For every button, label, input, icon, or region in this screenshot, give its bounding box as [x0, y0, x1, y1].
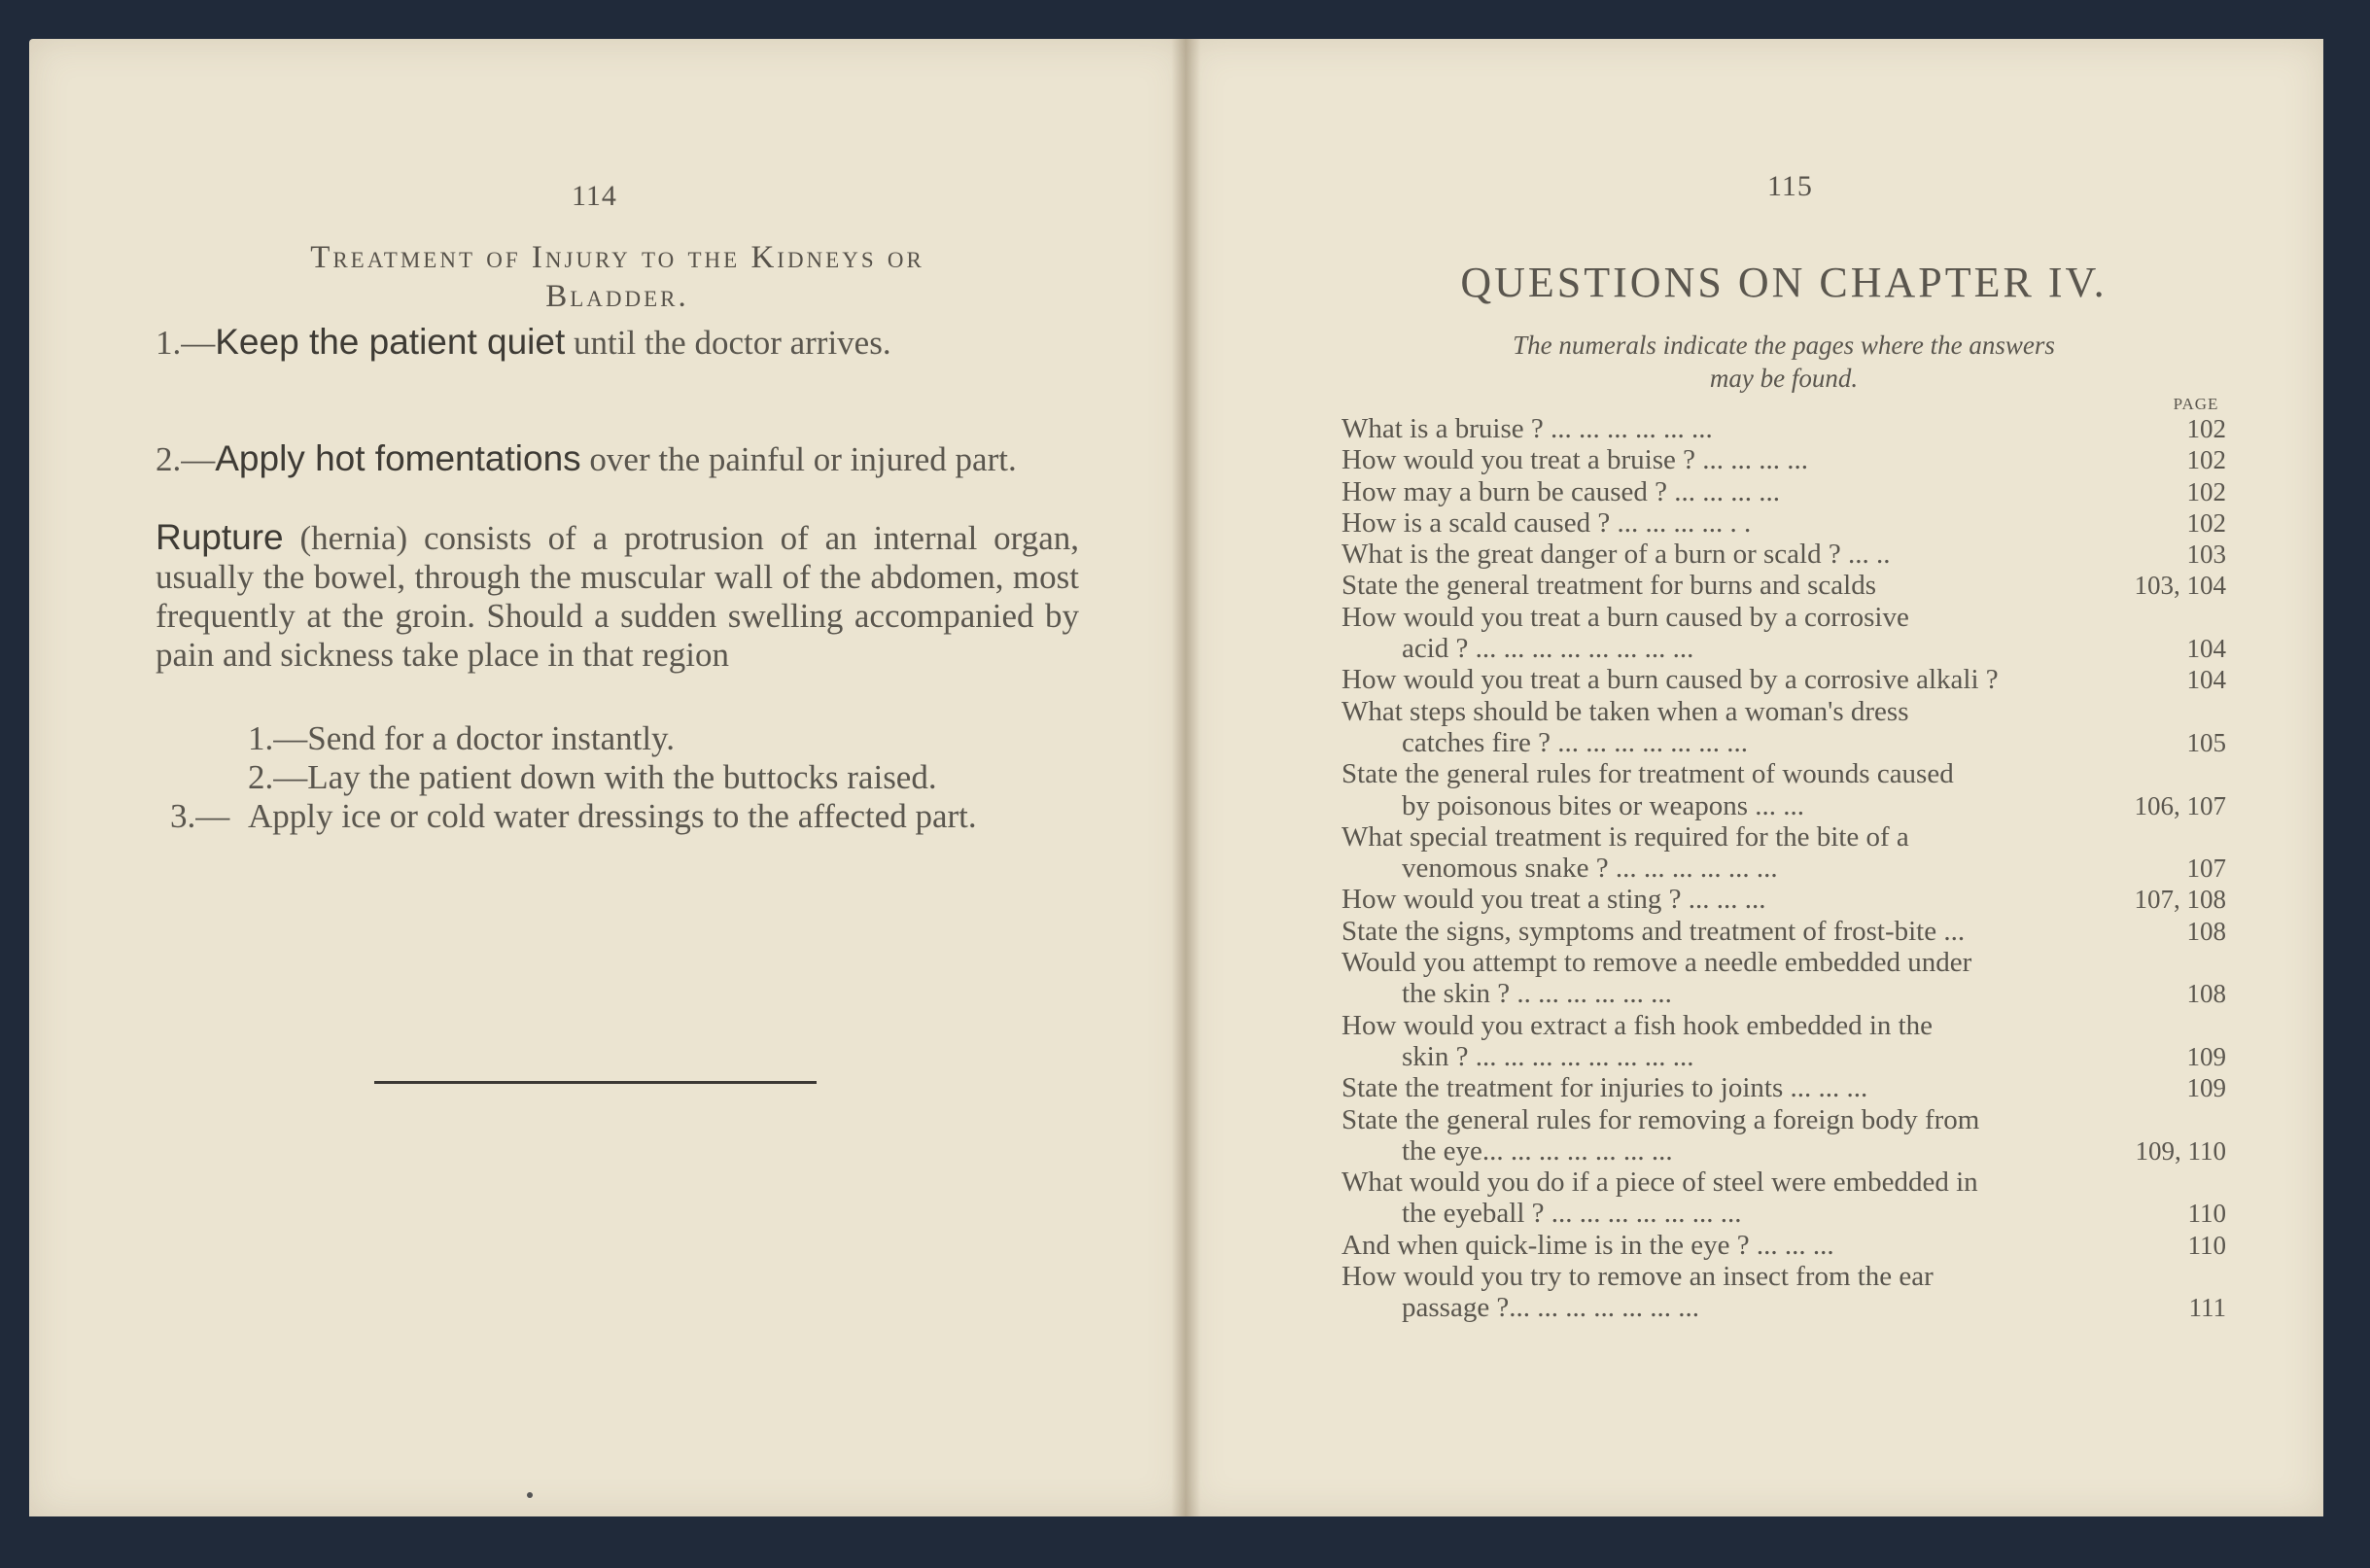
question-page-ref: 102 [2186, 476, 2226, 506]
section-divider [374, 1081, 817, 1084]
step-number: 1.— [248, 719, 308, 757]
question-page-ref: 108 [2186, 916, 2226, 946]
question-item [1342, 696, 2226, 759]
question-text: How would you treat a burn caused by a corrosive alkali ? [1342, 664, 1999, 696]
question-item [1342, 1167, 2226, 1230]
question-page-ref: 109 [2186, 1073, 2226, 1103]
page-number: 115 [1767, 170, 1813, 202]
question-item [1342, 758, 2226, 821]
section-title-line: Bladder. [545, 279, 689, 314]
question-item [1342, 1072, 2226, 1103]
question-item [1342, 1104, 2226, 1167]
book-gutter [1171, 39, 1201, 1516]
step-text: Apply ice or cold water dressings to the affected part. [248, 797, 977, 835]
page-number: 114 [572, 180, 617, 212]
item-text: over the painful or injured part. [580, 440, 1017, 478]
question-item [1342, 1010, 2226, 1073]
question-page-ref: 109 [2186, 1041, 2226, 1071]
question-item [1342, 570, 2226, 601]
question-item [1342, 664, 2226, 695]
question-text: venomous snake ? ... ... ... ... ... ... [1402, 853, 1778, 885]
question-page-ref: 102 [2186, 414, 2226, 443]
item-number: 2.— [156, 440, 216, 478]
question-page-ref: 106, 107 [2134, 790, 2226, 820]
question-text: What steps should be taken when a woman's dress [1342, 695, 1909, 727]
question-text: State the general rules for removing a foreign body from [1342, 1103, 1980, 1135]
question-page-ref: 102 [2186, 507, 2226, 538]
question-page-ref: 110 [2187, 1199, 2226, 1229]
question-page-ref: 109, 110 [2135, 1135, 2226, 1166]
question-text: What special treatment is required for the bite of a [1342, 820, 1909, 853]
rupture-paragraph [156, 518, 1079, 675]
question-item [1342, 821, 2226, 885]
question-text: by poisonous bites or weapons ... ... [1402, 789, 1805, 821]
question-text: State the general rules for treatment of wounds caused [1342, 758, 1954, 790]
question-page-ref: 103 [2186, 540, 2226, 570]
question-item [1342, 413, 2226, 444]
question-item [1342, 916, 2226, 947]
item-lead: Apply hot fomentations [215, 438, 581, 478]
item-text: until the doctor arrives. [565, 324, 891, 362]
question-text: acid ? ... ... ... ... ... ... ... ... [1402, 633, 1694, 665]
question-text: How would you treat a burn caused by a corrosive [1342, 601, 1909, 633]
question-page-ref: 102 [2186, 445, 2226, 475]
right-page [1186, 39, 2323, 1516]
rupture-step [248, 719, 1079, 758]
subtitle-line: The numerals indicate the pages where the answers [1513, 331, 2055, 360]
question-text: How would you try to remove an insect from the ear [1342, 1261, 1934, 1293]
question-text: Would you attempt to remove a needle embedded under [1342, 947, 1972, 979]
item-number: 1.— [156, 324, 216, 362]
question-text: How is a scald caused ? ... ... ... ... . . [1342, 506, 1752, 539]
left-page [29, 39, 1186, 1516]
question-page-ref: 110 [2187, 1230, 2226, 1260]
question-page-ref: 107 [2186, 854, 2226, 884]
question-item [1342, 476, 2226, 507]
section-title [156, 238, 1079, 316]
chapter-subtitle [1342, 329, 2226, 395]
question-text: What is the great danger of a burn or scald ? ... .. [1342, 539, 1891, 571]
question-item [1342, 539, 2226, 570]
question-item [1342, 444, 2226, 475]
question-item [1342, 507, 2226, 539]
open-book [29, 39, 2323, 1555]
question-text: What is a bruise ? ... ... ... ... ... ... [1342, 413, 1713, 444]
question-text: passage ?... ... ... ... ... ... ... [1402, 1292, 1700, 1324]
question-item [1342, 1261, 2226, 1324]
chapter-title: QUESTIONS ON CHAPTER IV. [1460, 259, 2108, 306]
rupture-lead: Rupture [156, 517, 284, 557]
question-text: skin ? ... ... ... ... ... ... ... ... [1402, 1040, 1694, 1072]
instruction-item [156, 439, 1079, 479]
question-page-ref: 105 [2186, 727, 2226, 757]
question-text: How would you treat a bruise ? ... ... ... ... [1342, 444, 1809, 476]
question-item [1342, 947, 2226, 1010]
question-text: catches fire ? ... ... ... ... ... ... ... [1402, 726, 1748, 758]
question-page-ref: 103, 104 [2134, 571, 2226, 601]
item-lead: Keep the patient quiet [215, 322, 566, 362]
question-text: What would you do if a piece of steel were embedded in [1342, 1167, 1978, 1199]
page-column-label: PAGE [2173, 395, 2219, 413]
question-item [1342, 1230, 2226, 1261]
section-title-line: Treatment of Injury to the Kidneys or [310, 240, 924, 275]
question-item [1342, 602, 2226, 665]
question-text: How may a burn be caused ? ... ... ... ... [1342, 475, 1780, 507]
question-page-ref: 104 [2186, 634, 2226, 664]
question-item [1342, 884, 2226, 915]
step-number: 2.— [248, 758, 308, 796]
step-text: Send for a doctor instantly. [307, 719, 676, 757]
question-text: the eye... ... ... ... ... ... ... [1402, 1134, 1673, 1167]
question-text: State the treatment for injuries to joints ... ... ... [1342, 1072, 1868, 1104]
question-text: the skin ? .. ... ... ... ... ... [1402, 978, 1672, 1010]
question-page-ref: 111 [2188, 1293, 2226, 1323]
question-text: State the general treatment for burns and scalds [1342, 570, 1876, 602]
question-page-ref: 104 [2186, 665, 2226, 695]
question-page-ref: 108 [2186, 979, 2226, 1009]
rupture-step: 3.— Apply ice or cold water dressings to the affected part. [170, 797, 977, 835]
question-text: How would you extract a fish hook embedded in the [1342, 1009, 1934, 1041]
question-text: How would you treat a sting ? ... ... ... [1342, 884, 1766, 916]
rupture-step [248, 758, 1079, 797]
question-text: the eyeball ? ... ... ... ... ... ... ... [1402, 1198, 1742, 1230]
instruction-item [156, 323, 1079, 363]
rupture-text: (hernia) consists of a protrusion of an internal organ, usually the bowel, through the muscular wall of the abdomen, most frequently at the groin. Should a sudden swelling accompanied by pain and sickness take place in that region [156, 519, 1079, 674]
question-page-ref: 107, 108 [2134, 885, 2226, 915]
question-list [1342, 413, 2226, 1324]
step-text: Lay the patient down with the buttocks raised. [307, 758, 937, 796]
subtitle-line: may be found. [1709, 364, 1859, 393]
question-text: And when quick-lime is in the eye ? ... ... ... [1342, 1229, 1834, 1261]
page-mark [527, 1492, 533, 1498]
question-text: State the signs, symptoms and treatment of frost-bite ... [1342, 915, 1966, 947]
